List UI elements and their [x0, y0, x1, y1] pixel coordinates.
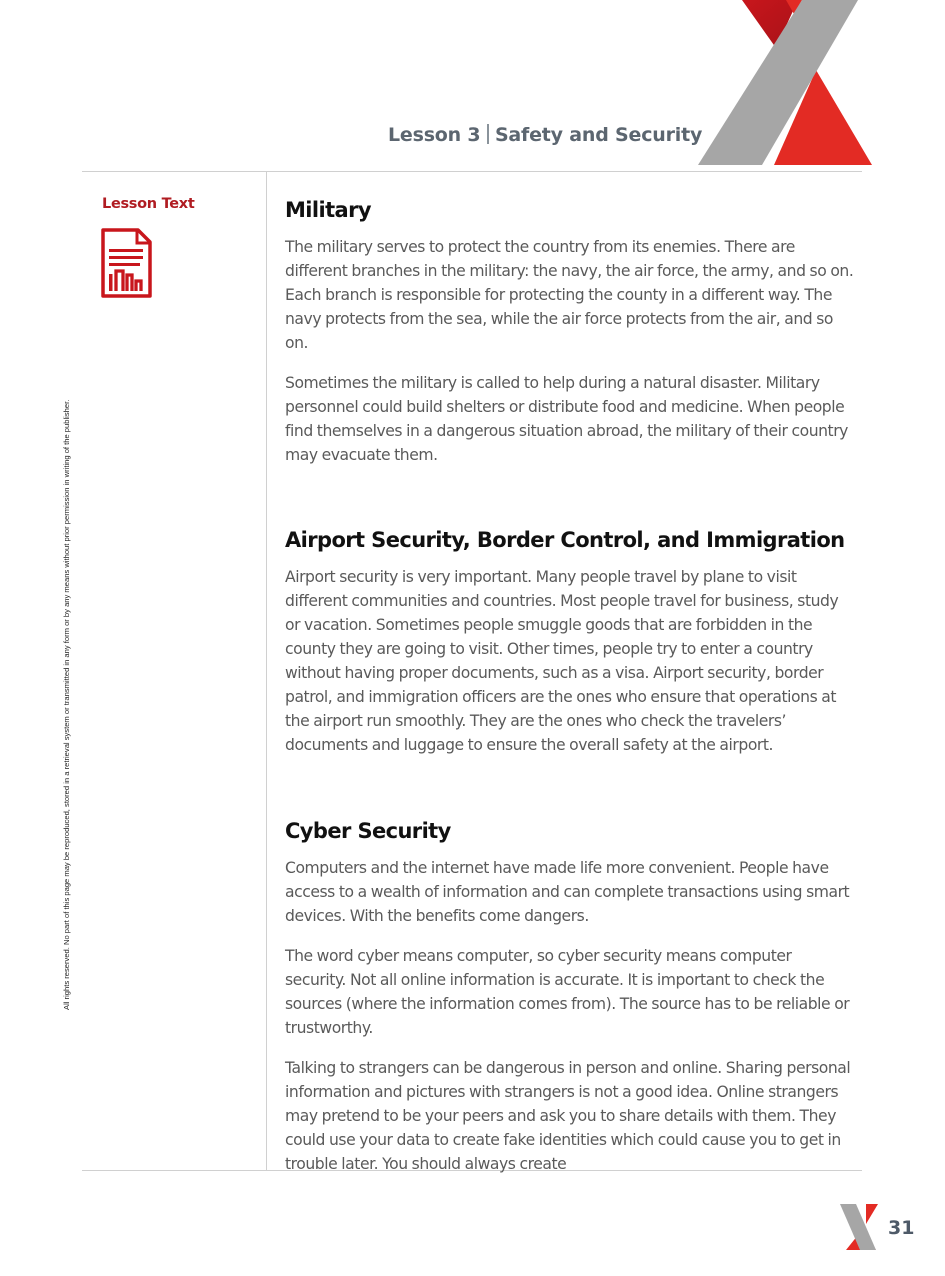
- lesson-header: [388, 124, 702, 146]
- paragraph: The word cyber means computer, so cyber security means computer security. Not all online information is accurate. It is important to check the sources (where the information comes from). The source has to be reliable or trustworthy.: [285, 947, 850, 1037]
- section-airport-security: [285, 525, 855, 788]
- paragraph: Computers and the internet have made life more convenient. People have access to a wealth of information and can complete transactions using smart devices. With the benefits come dangers.: [285, 859, 850, 925]
- page-number: 31: [888, 1217, 915, 1239]
- lesson-content: [285, 195, 855, 1204]
- section-title: Military: [285, 198, 371, 222]
- column-divider: [266, 172, 267, 1170]
- section-cyber-security: [285, 816, 855, 1176]
- document-chart-icon: [100, 227, 153, 299]
- lesson-number: Lesson 3: [388, 124, 481, 146]
- brand-logo-x-icon: [690, 0, 880, 168]
- footer-logo-x-icon: [836, 1204, 882, 1250]
- section-military: [285, 195, 855, 497]
- copyright-notice: All rights reserved. No part of this page may be reproduced, stored in a retrieval system or transmitted in any form or by any means without prior permission in writing of the publisher.: [62, 399, 71, 1010]
- top-divider: [82, 171, 862, 172]
- paragraph: Sometimes the military is called to help during a natural disaster. Military personnel could build shelters or distribute food and medicine. When people find themselves in a dangerous situation abroad, the military of their country may evacuate them.: [285, 374, 848, 464]
- header-separator: [487, 124, 489, 144]
- lesson-title: Safety and Security: [494, 124, 703, 146]
- section-title: Airport Security, Border Control, and Immigration: [285, 528, 845, 552]
- paragraph: Talking to strangers can be dangerous in person and online. Sharing personal information and pictures with strangers is not a good idea. Online strangers may pretend to be your peers and ask you to share details with them. They could use your data to create fake identities which could cause you to get in trouble later. You should always create: [285, 1059, 851, 1173]
- lesson-text-label: Lesson Text: [102, 196, 195, 212]
- section-title: Cyber Security: [285, 819, 451, 843]
- paragraph: Airport security is very important. Many people travel by plane to visit different communities and countries. Most people travel for business, study or vacation. Sometimes people smuggle goods that are forbidden in the county they are going to visit. Other times, people try to enter a country without having proper documents, such as a visa. Airport security, border patrol, and immigration officers are the ones who ensure that operations at the airport run smoothly. They are the ones who check the travelers’ documents and luggage to ensure the overall safety at the airport.: [285, 568, 839, 754]
- paragraph: The military serves to protect the country from its enemies. There are different branches in the military: the navy, the air force, the army, and so on. Each branch is responsible for protecting the county in a different way. The navy protects from the sea, while the air force protects from the air, and so on.: [285, 238, 854, 352]
